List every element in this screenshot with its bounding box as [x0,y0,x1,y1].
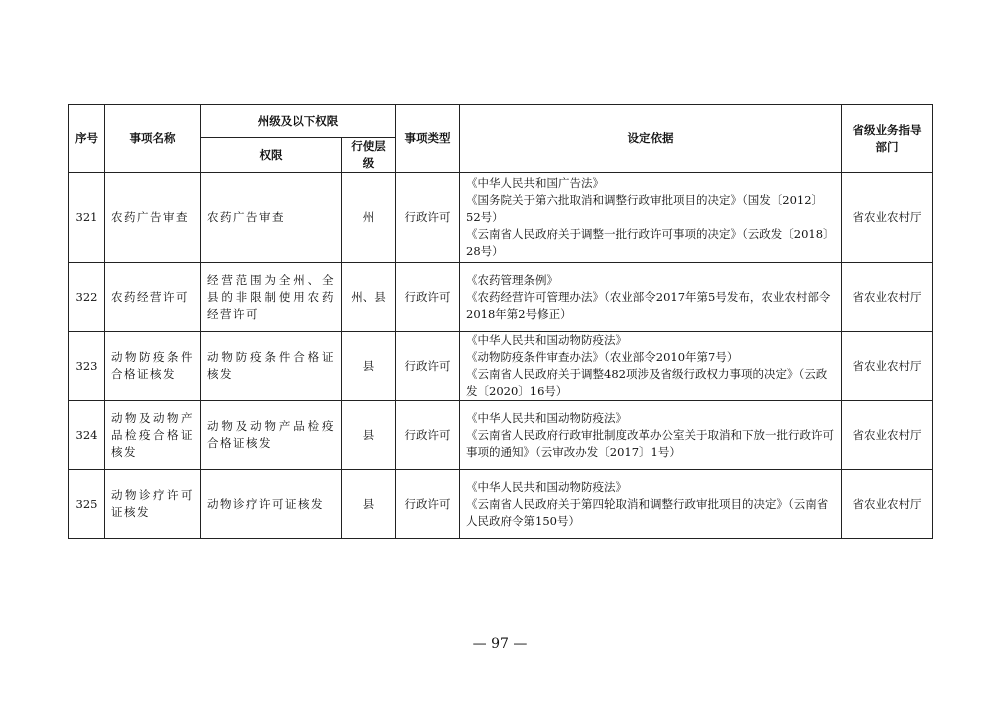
basis-cell [460,401,842,470]
basis-line: 《中华人民共和国动物防疫法》 [466,410,627,425]
scope-cell: 动物诊疗许可证核发 [201,470,342,539]
type-cell: 行政许可 [396,401,460,470]
basis-line: 《云南省人民政府关于第四轮取消和调整行政审批项目的决定》（云南省人民政府令第150号） [466,496,829,528]
seq-cell: 325 [69,470,105,539]
level-cell: 县 [342,401,396,470]
seq-cell: 321 [69,173,105,263]
scope-cell: 动物及动物产品检疫合格证核发 [201,401,342,470]
header-scope: 权限 [201,138,342,173]
item-name-cell: 动物防疫条件合格证核发 [105,332,201,401]
dept-cell: 省农业农村厅 [842,470,933,539]
type-cell: 行政许可 [396,470,460,539]
table-body [69,173,933,539]
item-name-cell: 农药经营许可 [105,263,201,332]
basis-line: 《动物防疫条件审查办法》（农业部令2010年第7号） [466,350,739,364]
dept-cell: 省农业农村厅 [842,173,933,263]
basis-line: 《云南省人民政府行政审批制度改革办公室关于取消和下放一批行政许可事项的通知》（云审改办发〔2017〕1号） [466,427,834,459]
table-row [69,401,933,470]
basis-cell [460,332,842,401]
basis-cell [460,263,842,332]
seq-cell: 324 [69,401,105,470]
basis-cell [460,470,842,539]
basis-line: 《中华人民共和国动物防疫法》 [466,479,627,494]
type-cell: 行政许可 [396,263,460,332]
basis-line: 《国务院关于第六批取消和调整行政审批项目的决定》（国发〔2012〕52号） [466,193,824,224]
header-basis: 设定依据 [460,105,842,173]
dept-cell: 省农业农村厅 [842,332,933,401]
item-name-cell: 农药广告审查 [105,173,201,263]
header-level: 行使层级 [342,138,396,173]
basis-line: 《农药管理条例》 [466,272,558,287]
dept-cell: 省农业农村厅 [842,263,933,332]
scope-cell: 动物防疫条件合格证核发 [201,332,342,401]
header-name: 事项名称 [105,105,201,173]
scope-cell: 经营范围为全州、全县的非限制使用农药经营许可 [201,263,342,332]
basis-cell [460,173,842,263]
basis-line: 《中华人民共和国动物防疫法》 [466,333,627,347]
header-authority-group: 州级及以下权限 [201,105,396,138]
basis-line: 《农药经营许可管理办法》（农业部令2017年第5号发布，农业农村部令2018年第2号修正） [466,289,831,321]
level-cell: 州、县 [342,263,396,332]
level-cell: 县 [342,470,396,539]
table-row [69,263,933,332]
header-seq: 序号 [69,105,105,173]
table-row [69,332,933,401]
scope-cell: 农药广告审查 [201,173,342,263]
table-row [69,173,933,263]
basis-line: 《云南省人民政府关于调整482项涉及省级行政权力事项的决定》（云政发〔2020〕16号） [466,367,828,398]
header-type: 事项类型 [396,105,460,173]
item-name-cell: 动物及动物产品检疫合格证核发 [105,401,201,470]
basis-line: 《中华人民共和国广告法》 [466,176,604,190]
permissions-table [68,104,933,539]
level-cell: 州 [342,173,396,263]
table-row [69,470,933,539]
page-number: — 97 — [472,636,528,652]
basis-line: 《云南省人民政府关于调整一批行政许可事项的决定》（云政发〔2018〕28号） [466,227,835,258]
seq-cell: 323 [69,332,105,401]
item-name-cell: 动物诊疗许可证核发 [105,470,201,539]
header-dept: 省级业务指导部门 [842,105,933,173]
type-cell: 行政许可 [396,332,460,401]
level-cell: 县 [342,332,396,401]
type-cell: 行政许可 [396,173,460,263]
dept-cell: 省农业农村厅 [842,401,933,470]
seq-cell: 322 [69,263,105,332]
